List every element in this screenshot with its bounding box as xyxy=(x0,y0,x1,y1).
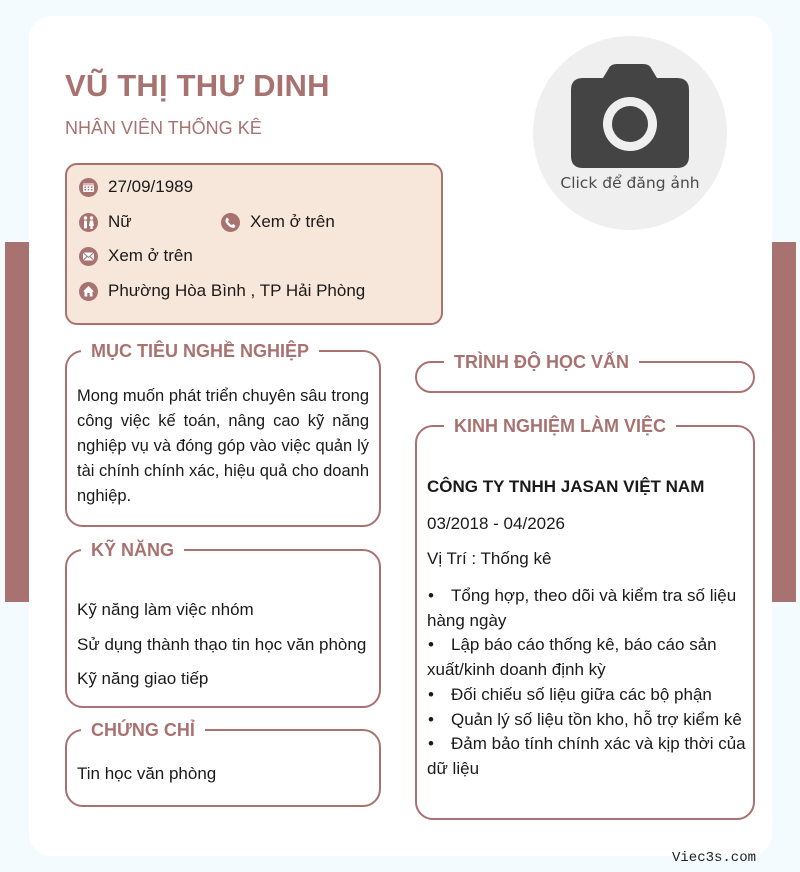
info-email[interactable] xyxy=(78,246,193,266)
gender-icon xyxy=(78,212,98,232)
education-section[interactable] xyxy=(415,352,755,393)
calendar-icon xyxy=(78,177,98,197)
certificates-section xyxy=(65,720,381,807)
duty-item: • Lập báo cáo thống kê, báo cáo sản xuất/kinh doanh định kỳ xyxy=(427,635,717,680)
duty-item: • Quản lý số liệu tồn kho, hỗ trợ kiểm kê xyxy=(427,708,747,733)
duty-item: • Tổng hợp, theo dõi và kiểm tra số liệu hàng ngày xyxy=(427,586,737,630)
skills-section xyxy=(65,540,381,708)
certificates-list xyxy=(77,757,216,792)
skills-title: KỸ NĂNG xyxy=(81,538,184,562)
bullet: • xyxy=(428,734,434,754)
company-name[interactable]: CÔNG TY TNHH JASAN VIỆT NAM xyxy=(427,477,705,496)
job-title[interactable]: NHÂN VIÊN THỐNG KÊ xyxy=(65,118,262,138)
birthday-value: 27/09/1989 xyxy=(108,177,194,196)
experience-section xyxy=(415,416,755,820)
duty-item: • Đảm bảo tính chính xác và kịp thời của dữ liệu xyxy=(427,734,746,778)
bullet: • xyxy=(428,635,434,655)
personal-info-box xyxy=(65,163,443,325)
objective-title: MỤC TIÊU NGHỀ NGHIỆP xyxy=(81,339,319,363)
decorative-side-bar-left xyxy=(5,242,29,602)
candidate-name[interactable]: VŨ THỊ THƯ DINH xyxy=(65,68,330,103)
home-icon xyxy=(78,281,98,301)
info-phone[interactable] xyxy=(220,212,335,232)
info-gender[interactable] xyxy=(78,212,132,232)
skill-item[interactable]: Sử dụng thành thạo tin học văn phòng xyxy=(77,634,367,654)
phone-value: Xem ở trên xyxy=(250,212,335,231)
education-title: TRÌNH ĐỘ HỌC VẤN xyxy=(444,350,639,374)
bullet: • xyxy=(428,709,434,729)
bullet: • xyxy=(428,684,434,704)
bullet: • xyxy=(428,586,434,605)
phone-icon xyxy=(220,212,240,232)
info-birthday[interactable] xyxy=(78,177,193,197)
envelope-icon xyxy=(78,246,98,266)
skills-list xyxy=(77,593,366,697)
objective-section xyxy=(65,341,381,527)
address-value: Phường Hòa Bình , TP Hải Phòng xyxy=(108,281,366,300)
experience-title: KINH NGHIỆM LÀM VIỆC xyxy=(444,414,676,438)
duties-list[interactable] xyxy=(427,584,747,782)
skill-item[interactable]: Kỹ năng giao tiếp xyxy=(77,669,209,688)
certificates-title: CHỨNG CHỈ xyxy=(81,718,205,742)
skill-item[interactable]: Kỹ năng làm việc nhóm xyxy=(77,600,254,619)
gender-value: Nữ xyxy=(108,212,132,231)
photo-upload-button[interactable] xyxy=(533,36,727,230)
info-address[interactable] xyxy=(78,281,365,301)
duty-item: • Đối chiếu số liệu giữa các bộ phận xyxy=(427,683,747,708)
work-period[interactable]: 03/2018 - 04/2026 xyxy=(427,514,566,533)
email-value: Xem ở trên xyxy=(108,246,193,265)
photo-upload-caption: Click để đăng ảnh xyxy=(560,174,700,192)
camera-icon xyxy=(571,64,689,168)
work-position[interactable]: Vị Trí : Thống kê xyxy=(427,549,552,568)
certificate-item[interactable]: Tin học văn phòng xyxy=(77,764,217,783)
watermark: Viec3s.com xyxy=(672,850,757,866)
experience-entry xyxy=(427,477,747,782)
objective-text[interactable]: Mong muốn phát triển chuyên sâu trong công việc kế toán, nâng cao kỹ năng nghiệp vụ và đóng góp vào việc quản lý tài chính chính xác, hiệu quả cho doanh nghiệp. xyxy=(77,387,369,505)
decorative-side-bar-right xyxy=(772,242,796,602)
